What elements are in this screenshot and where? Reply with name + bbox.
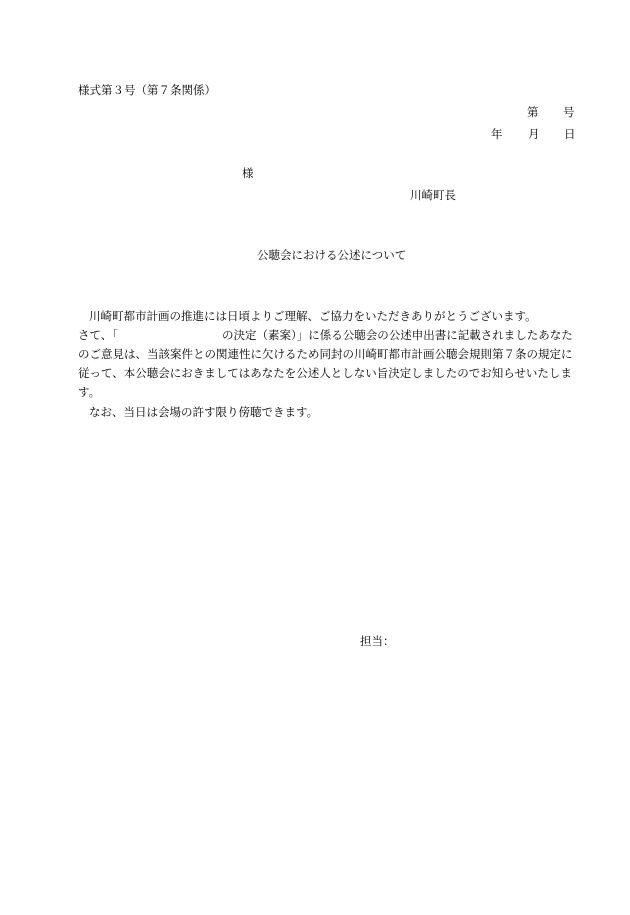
document-number-go: 号 — [563, 105, 575, 119]
body-line-3: のご意見は、当該案件との関連性に欠けるため同封の川崎町都市計画公聴会規則第７条の規定に — [78, 347, 573, 361]
document-number-dai: 第 — [527, 105, 539, 119]
sender-name: 川崎町長 — [410, 188, 456, 202]
body-line-1: 川崎町都市計画の推進には日頃よりご理解、ご協力をいただきありがとうございます。 — [89, 309, 537, 323]
date-day-label: 日 — [564, 127, 576, 141]
body-line-6: なお、当日は会場の許す限り傍聴できます。 — [89, 405, 319, 419]
document-subject: 公聴会における公述について — [257, 248, 407, 262]
body-line-2 — [78, 330, 608, 342]
contact-label: 担当： — [360, 634, 395, 648]
date-month-label: 月 — [528, 127, 540, 141]
addressee-honorific: 様 — [242, 166, 254, 180]
body-line-2-suffix: の決定（素案）」に係る公聴会の公述申出書に記載されましたあなた — [222, 328, 573, 342]
body-line-4: 従って、本公聴会におきましてはあなたを公述人としない旨決定しましたのでお知らせいたしま — [78, 366, 572, 380]
body-line-2-prefix: さて、「 — [78, 328, 119, 342]
date-year-label: 年 — [491, 127, 503, 141]
form-number: 様式第３号（第７条関係） — [78, 83, 216, 97]
body-line-5: す。 — [78, 385, 101, 399]
